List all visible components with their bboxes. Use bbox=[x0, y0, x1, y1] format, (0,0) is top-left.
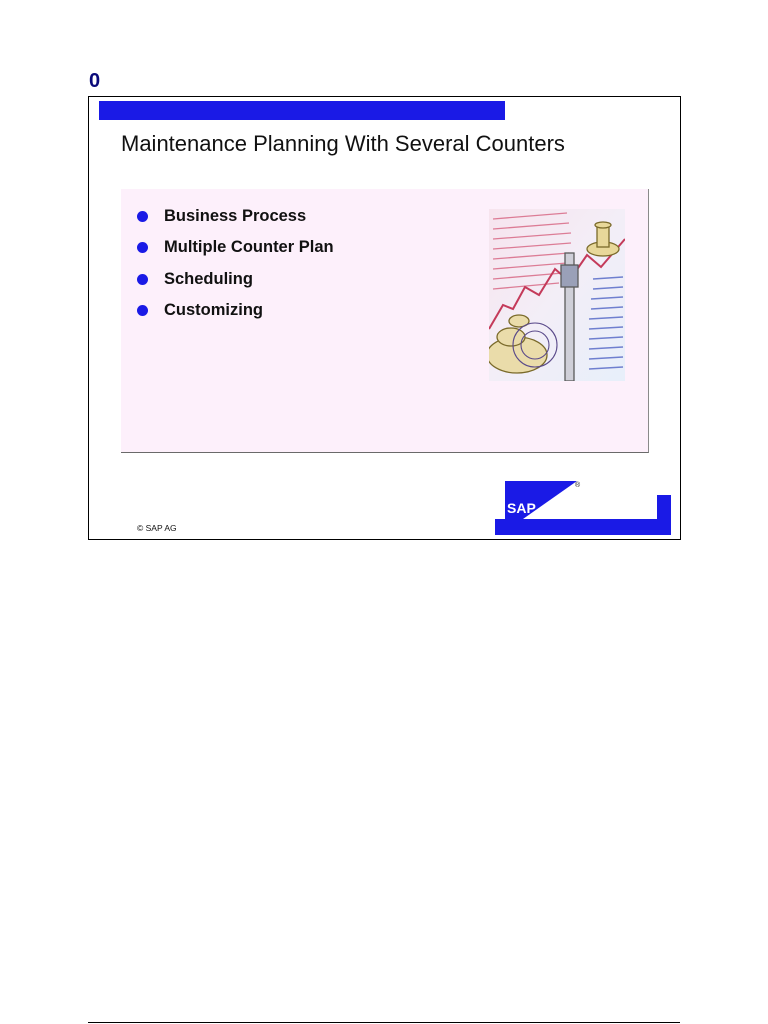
slide-frame bbox=[88, 96, 681, 540]
sap-logo bbox=[495, 481, 673, 535]
bullet-label: Scheduling bbox=[164, 269, 253, 288]
bullet-label: Multiple Counter Plan bbox=[164, 238, 334, 256]
copyright-notice: © SAP AG bbox=[137, 523, 177, 533]
slide-title: Maintenance Planning With Several Counters bbox=[121, 131, 565, 156]
bullet-item bbox=[137, 268, 334, 290]
bullet-icon bbox=[137, 242, 148, 253]
counters-scale-illustration-icon bbox=[489, 209, 625, 381]
page-number: 0 bbox=[89, 70, 101, 92]
bullet-item bbox=[137, 237, 334, 259]
bullet-list bbox=[137, 205, 334, 331]
bullet-label: Customizing bbox=[164, 301, 263, 319]
bullet-item bbox=[137, 205, 334, 227]
bullet-icon bbox=[137, 211, 148, 222]
bullet-icon bbox=[137, 305, 148, 316]
registered-mark: ® bbox=[575, 482, 581, 489]
bullet-item bbox=[137, 300, 334, 322]
title-accent-bar bbox=[99, 101, 505, 120]
bullet-icon bbox=[137, 274, 148, 285]
sap-logo-text: SAP bbox=[507, 500, 536, 516]
bullet-label: Business Process bbox=[164, 206, 307, 225]
bottom-divider bbox=[88, 1022, 680, 1023]
content-box bbox=[121, 189, 649, 453]
